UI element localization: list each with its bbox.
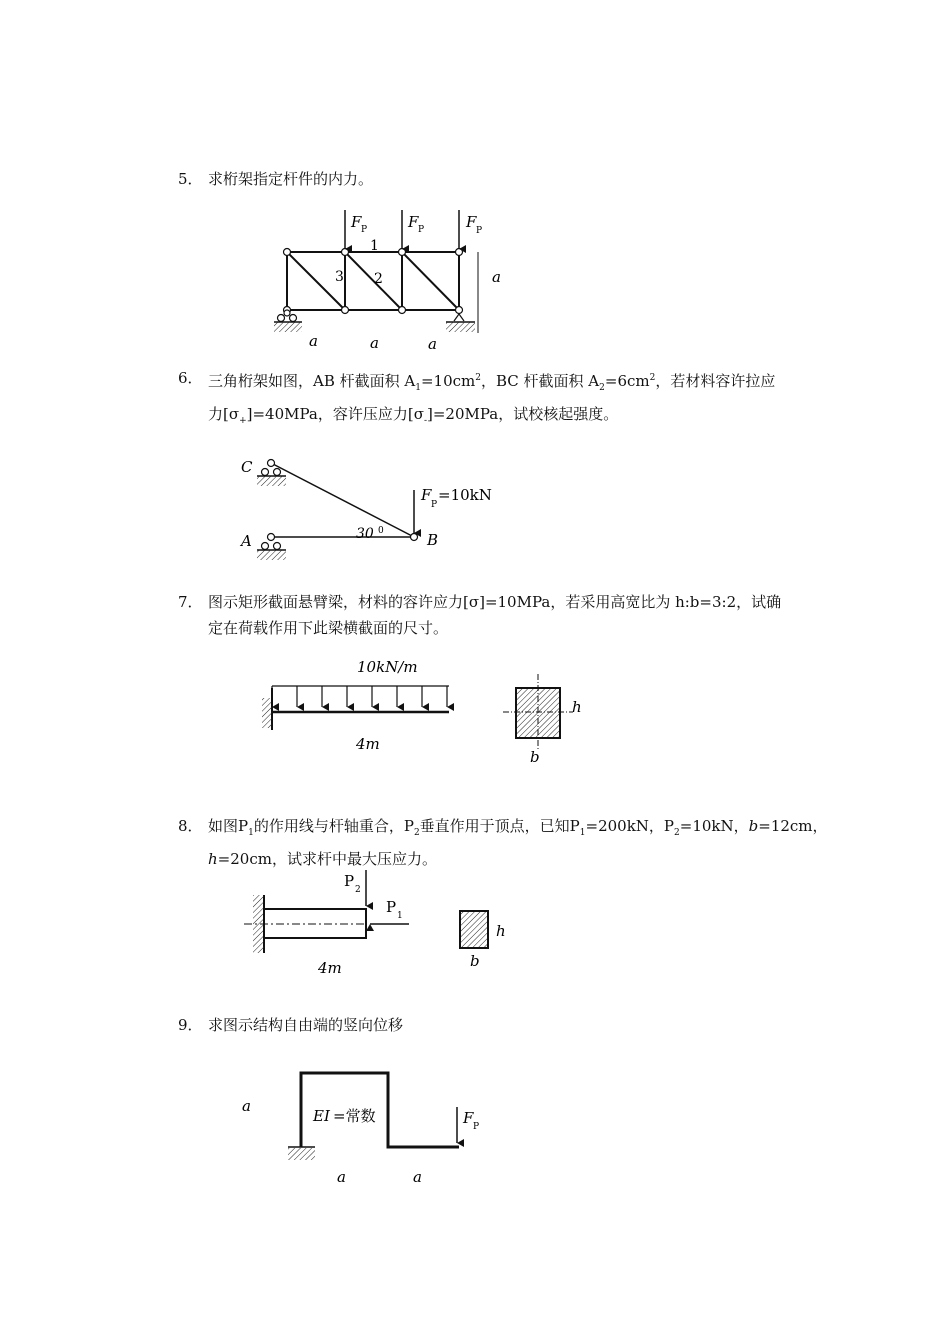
load-value: =10kN — [438, 486, 492, 504]
load-label-f: F — [421, 486, 432, 504]
question-number: 7． — [178, 593, 203, 611]
load-label-p: P — [431, 500, 438, 510]
question-text — [208, 813, 828, 872]
load-label-p: P — [476, 226, 483, 236]
question-line-2: 力$[\sigma_+]=40MPa$，容许压应力$[\sigma_-]=20MPa$，试校核起强度。 — [208, 405, 619, 426]
section-b-label: b — [530, 748, 540, 766]
section-h-label: h — [496, 922, 506, 940]
span-label: a — [428, 335, 437, 353]
height-label: a — [492, 268, 501, 286]
span-label: a — [370, 334, 379, 352]
height-label: a — [242, 1097, 251, 1115]
question-line-1: 如图$P_1$的作用线与杆轴重合，$P_2$垂直作用于顶点，已知$P_1=200kN$，$P_2=10kN$，b=12cm， — [208, 817, 828, 838]
p2-label: P — [344, 872, 355, 890]
bar-length-label: 4m — [318, 959, 342, 977]
section-b-label: b — [470, 952, 480, 970]
load-label-p: P — [418, 225, 425, 235]
question-text: 求图示结构自由端的竖向位移 — [208, 1016, 404, 1034]
span-label: a — [413, 1168, 422, 1186]
question-line-2: 定在荷载作用下此梁横截面的尺寸。 — [208, 619, 449, 637]
p2-subscript: 2 — [355, 885, 361, 895]
section-h-label: h — [572, 698, 582, 716]
node-a-label: A — [241, 532, 252, 550]
question-number: 8． — [178, 817, 203, 835]
p1-label: P — [386, 898, 397, 916]
stiffness-label: EI — [313, 1107, 330, 1125]
load-label-f: F — [463, 1109, 474, 1127]
load-label-f: F — [408, 213, 419, 231]
member-1-label: 1 — [370, 238, 379, 254]
load-label-p: P — [473, 1122, 480, 1132]
span-label: a — [309, 332, 318, 350]
question-line-2: h=20cm，试求杆中最大压应力。 — [208, 850, 437, 868]
member-3-label: 3 — [335, 269, 344, 285]
load-label-p: P — [361, 225, 368, 235]
span-label: a — [337, 1168, 346, 1186]
question-number: 6． — [178, 369, 203, 387]
node-b-label: B — [427, 531, 439, 549]
question-text — [208, 365, 813, 434]
angle-label: 30 — [356, 526, 374, 542]
question-number: 9． — [178, 1016, 203, 1034]
question-line-1: 三角桁架如图，AB 杆截面积 $A_1=10cm^2$，BC 杆截面积 $A_2=6cm^2$，若材料容许拉应 — [208, 372, 776, 393]
stiffness-value: =常数 — [333, 1107, 376, 1125]
member-2-label: 2 — [374, 271, 383, 287]
load-label-f: F — [466, 213, 477, 231]
question-text — [208, 589, 813, 641]
question-line-1: 图示矩形截面悬臂梁，材料的容许应力[σ]=10MPa，若采用高宽比为 h:b=3:2，试确 — [208, 593, 782, 611]
load-label-f: F — [351, 213, 362, 231]
node-c-label: C — [241, 458, 253, 476]
question-text: 求桁架指定杆件的内力。 — [208, 170, 374, 188]
angle-degree: 0 — [378, 526, 384, 536]
beam-length-label: 4m — [356, 735, 380, 753]
p1-subscript: 1 — [397, 911, 403, 921]
question-number: 5． — [178, 170, 203, 188]
distributed-load-label: 10kN/m — [357, 658, 418, 676]
